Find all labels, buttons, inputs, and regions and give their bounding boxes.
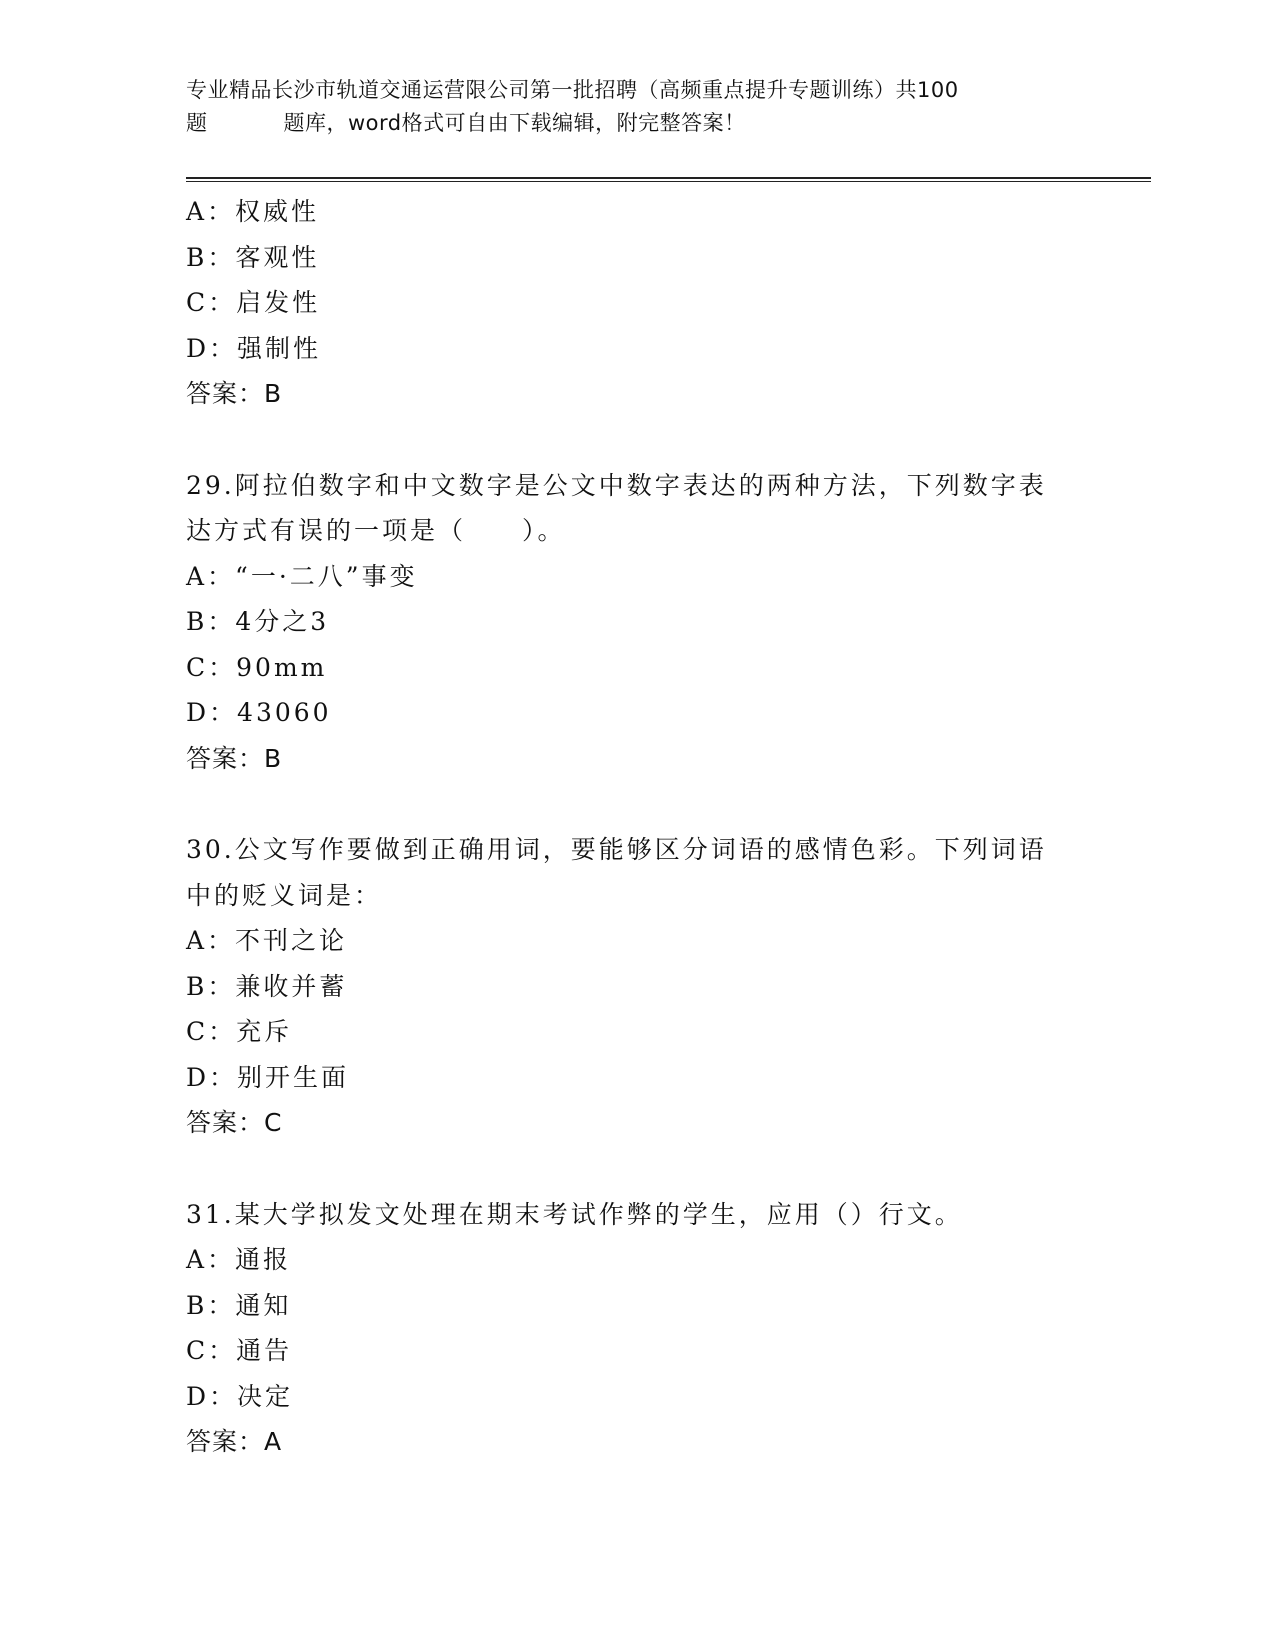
q28-option-a: A：权威性 bbox=[186, 197, 320, 226]
q30-option-b: B：兼收并蓄 bbox=[186, 971, 348, 1001]
question-28 bbox=[186, 189, 1086, 417]
q29-text-line-2: 达方式有误的一项是（ ）。 bbox=[186, 516, 566, 545]
q31-option-c: C：通告 bbox=[186, 1336, 293, 1365]
header-line-2 bbox=[186, 107, 1086, 140]
q29-answer: 答案：B bbox=[186, 743, 283, 773]
q29-option-d: D：43060 bbox=[186, 698, 332, 727]
question-29 bbox=[186, 463, 1086, 782]
question-30 bbox=[186, 827, 1086, 1146]
q28-option-d: D：强制性 bbox=[186, 333, 322, 363]
q29-text-line-1: 29.阿拉伯数字和中文数字是公文中数字表达的两种方法，下列数字表 bbox=[186, 470, 1047, 500]
q30-text-line-2: 中的贬义词是： bbox=[186, 880, 383, 910]
q29-option-b: B：4分之3 bbox=[186, 607, 330, 636]
q29-option-a: A：“一·二八”事变 bbox=[186, 561, 418, 591]
q30-option-d: D：别开生面 bbox=[186, 1062, 350, 1092]
question-31 bbox=[186, 1192, 1086, 1465]
q31-option-d: D：决定 bbox=[186, 1381, 294, 1411]
q31-text-line-1: 31.某大学拟发文处理在期末考试作弊的学生，应用（）行文。 bbox=[186, 1199, 963, 1229]
q30-option-a: A：不刊之论 bbox=[186, 926, 348, 955]
question-list bbox=[186, 189, 1086, 1465]
header-line-2-rest: 题库，word格式可自由下载编辑，附完整答案！ bbox=[283, 111, 746, 135]
header-divider bbox=[186, 177, 1151, 182]
q30-answer: 答案：C bbox=[186, 1108, 283, 1137]
q28-option-c: C：启发性 bbox=[186, 288, 321, 317]
q28-option-b: B：客观性 bbox=[186, 242, 320, 272]
q31-answer: 答案：A bbox=[186, 1427, 283, 1456]
q31-option-a: A：通报 bbox=[186, 1245, 292, 1274]
header-line-1: 专业精品长沙市轨道交通运营限公司第一批招聘（高频重点提升专题训练）共100 bbox=[186, 78, 959, 102]
q28-answer: 答案：B bbox=[186, 379, 283, 408]
q29-option-c: C：90mm bbox=[186, 652, 328, 682]
q30-text-line-1: 30.公文写作要做到正确用词，要能够区分词语的感情色彩。下列词语 bbox=[186, 835, 1047, 864]
header-line-2-start: 题 bbox=[186, 111, 208, 135]
q31-option-b: B：通知 bbox=[186, 1290, 292, 1320]
page-header bbox=[186, 74, 1086, 140]
q30-option-c: C：充斥 bbox=[186, 1017, 293, 1046]
